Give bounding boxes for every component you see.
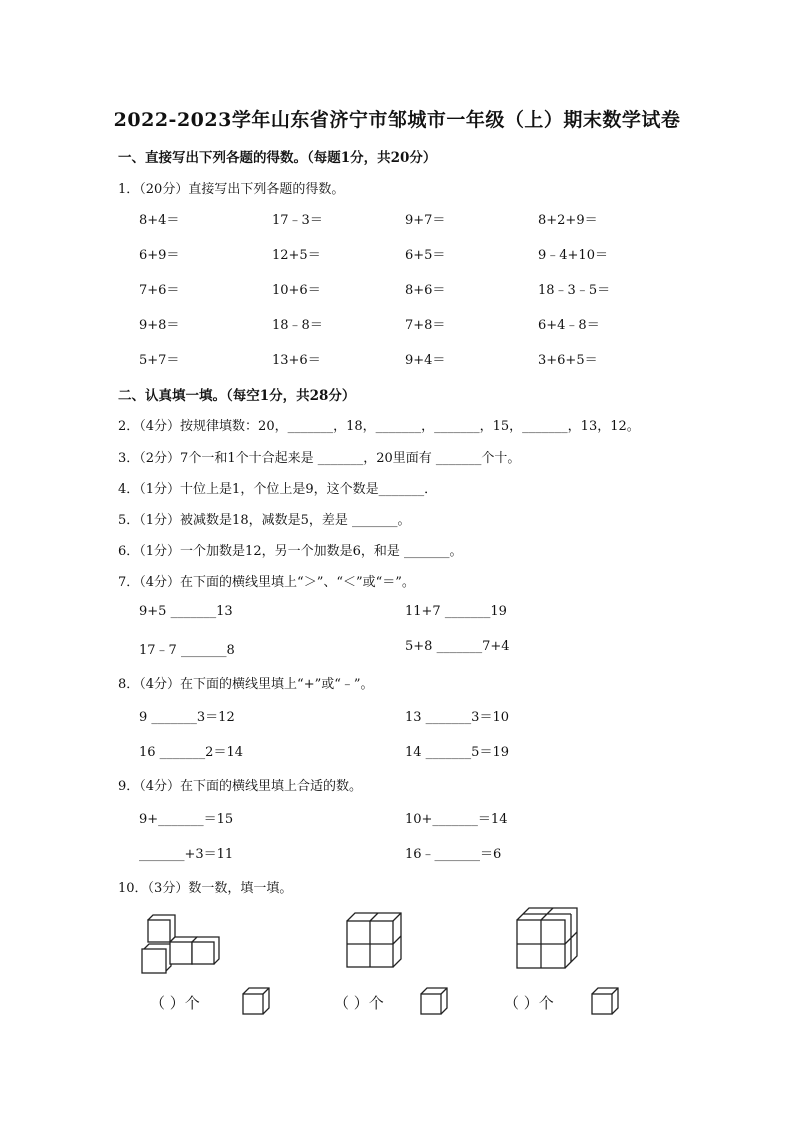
compare-item: 17﹣7 _______8 [139,643,235,658]
arith-item: 18﹣3﹣5＝ [538,283,611,298]
arith-item: 7+6＝ [139,283,180,298]
arith-row-3 [139,279,699,297]
page-title: 2022-2023学年山东省济宁市邹城市一年级（上）期末数学试卷 [113,109,681,131]
fill-row-1 [139,808,699,826]
arith-row-2 [139,244,699,262]
cube-figure-3 [511,902,591,972]
arith-item: 12+5＝ [272,248,321,263]
compare-item: 5+8 _______7+4 [405,639,510,654]
sign-row-2 [139,741,699,759]
arith-row-5 [139,349,699,367]
compare-row-2 [139,639,699,657]
arith-item: 6+9＝ [139,248,180,263]
arith-item: 17﹣3＝ [272,213,323,228]
arith-item: 6+4﹣8＝ [538,318,600,333]
arith-item: 18﹣8＝ [272,318,323,333]
arith-item: 8+2+9＝ [538,213,598,228]
fill-item: 10+_______＝14 [405,812,508,827]
cube-icon [589,985,621,1017]
arith-item: 9+8＝ [139,318,180,333]
question-4: 4．（1分）十位上是1，个位上是9，这个数是_______． [118,482,438,497]
arith-item: 10+6＝ [272,283,321,298]
question-6: 6．（1分）一个加数是12，另一个加数是6，和是 _______。 [118,544,463,559]
sign-item: 13 _______3＝10 [405,710,509,725]
cube-figures [136,902,626,1020]
question-8: 8．（4分）在下面的横线里填上“+”或“﹣”。 [118,677,374,692]
compare-item: 9+5 _______13 [139,604,233,619]
cube-figure-1 [136,902,231,977]
question-3: 3．（2分）7个一和1个十合起来是 _______，20里面有 _______个十。 [118,451,521,466]
sign-item: 14 _______5＝19 [405,745,509,760]
arith-item: 13+6＝ [272,353,321,368]
cube-icon [240,985,272,1017]
count-label-1: （ ）个 [150,994,200,1012]
arith-item: 9+4＝ [405,353,446,368]
arith-item: 7+8＝ [405,318,446,333]
sign-row-1 [139,706,699,724]
sign-item: 9 _______3＝12 [139,710,235,725]
question-10: 10．（3分）数一数，填一填。 [118,881,293,896]
cube-figure-2 [341,907,421,977]
arith-row-4 [139,314,699,332]
count-label-3: （ ）个 [504,994,554,1012]
section-2-header: 二、认真填一填。（每空1分，共28分） [118,388,356,404]
fill-item: 16﹣_______＝6 [405,847,502,862]
section-1-header: 一、直接写出下列各题的得数。（每题1分，共20分） [118,150,437,166]
question-5: 5．（1分）被减数是18，减数是5，差是 _______。 [118,513,411,528]
arith-item: 8+4＝ [139,213,180,228]
fill-item: 9+_______＝15 [139,812,234,827]
arith-row-1 [139,209,699,227]
arith-item: 9+7＝ [405,213,446,228]
compare-row-1 [139,604,699,622]
question-2: 2．（4分）按规律填数：20，_______，18，_______，_______，15，_______，13，12。 [118,419,640,434]
question-7: 7．（4分）在下面的横线里填上“＞”、“＜”或“＝”。 [118,575,415,590]
arith-item: 8+6＝ [405,283,446,298]
compare-item: 11+7 _______19 [405,604,507,619]
question-9: 9．（4分）在下面的横线里填上合适的数。 [118,779,363,794]
arith-item: 9﹣4+10＝ [538,248,608,263]
arith-item: 6+5＝ [405,248,446,263]
fill-row-2 [139,843,699,861]
count-label-2: （ ）个 [334,994,384,1012]
cube-icon [418,985,450,1017]
arith-item: 3+6+5＝ [538,353,598,368]
arith-item: 5+7＝ [139,353,180,368]
fill-item: _______+3＝11 [139,847,234,862]
sign-item: 16 _______2＝14 [139,745,243,760]
question-1: 1．（20分）直接写出下列各题的得数。 [118,182,345,197]
